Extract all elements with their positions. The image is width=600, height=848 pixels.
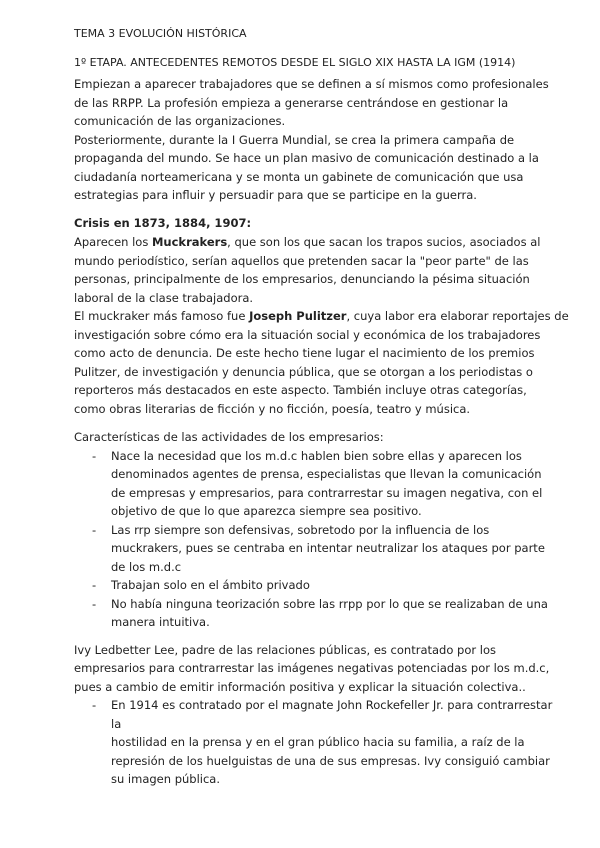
stage-heading: 1º ETAPA. ANTECEDENTES REMOTOS DESDE EL SIGLO XIX HASTA LA IGM (1914) xyxy=(74,56,516,69)
text-fragment: El muckraker más famoso fue xyxy=(74,309,250,323)
bullet-line: la xyxy=(111,717,122,731)
bullet-line: manera intuitiva. xyxy=(111,615,210,629)
pulitzer-line: Pulitzer, de investigación y denuncia pública, que se otorgan a los periodistas o xyxy=(74,365,533,379)
bullet-dash: - xyxy=(92,698,97,712)
intro-line: de las RRPP. La profesión empieza a generarse centrándose en gestionar la xyxy=(74,96,509,110)
bullet-line: No había ninguna teorización sobre las rrpp por lo que se realizaban de una xyxy=(111,597,548,611)
bullet-line: muckrakers, pues se centraba en intentar neutralizar los ataques por parte xyxy=(111,541,545,555)
intro-line: estrategias para influir y persuadir para que se participe en la guerra. xyxy=(74,188,477,202)
bullet-dash: - xyxy=(92,449,97,463)
intro-line: comunicación de las organizaciones. xyxy=(74,114,286,128)
bullet-line: Nace la necesidad que los m.d.c hablen bien sobre ellas y aparecen los xyxy=(111,449,522,463)
pulitzer-line: como obras literarias de ficción y no ficción, poesía, teatro y música. xyxy=(74,402,471,416)
document-title: TEMA 3 EVOLUCIÓN HISTÓRICA xyxy=(74,27,247,40)
ivy-line: empresarios para contrarrestar las imágenes negativas potenciadas por los m.d.c, xyxy=(74,661,550,675)
bullet-line: denominados agentes de prensa, especialistas que llevan la comunicación xyxy=(111,467,542,481)
text-fragment: Aparecen los xyxy=(74,235,152,249)
bullet-line: de los m.d.c xyxy=(111,560,182,574)
pulitzer-name: Joseph Pulitzer xyxy=(249,309,347,323)
text-fragment: , cuya labor era elaborar reportajes de xyxy=(346,309,569,323)
intro-line: ciudadanía norteamericana y se monta un gabinete de comunicación que usa xyxy=(74,170,524,184)
bullet-line: Las rrp siempre son defensivas, sobretodo por la influencia de los xyxy=(111,523,490,537)
crisis-heading: Crisis en 1873, 1884, 1907: xyxy=(74,216,252,230)
muck-line: mundo periodístico, serían aquellos que pretenden sacar la "peor parte" de las xyxy=(74,254,529,268)
bullet-line: represión de los huelguistas de una de sus empresas. Ivy consiguió cambiar xyxy=(111,754,550,768)
bullet-dash: - xyxy=(92,523,97,537)
pulitzer-line: investigación sobre cómo era la situación social y económica de los trabajadores xyxy=(74,328,541,342)
intro-line: propaganda del mundo. Se hace un plan masivo de comunicación destinado a la xyxy=(74,151,539,165)
bullet-line: de empresas y empresarios, para contrarrestar su imagen negativa, con el xyxy=(111,486,543,500)
bullet-line: En 1914 es contratado por el magnate John Rockefeller Jr. para contrarrestar xyxy=(111,698,553,712)
intro-line: Posteriormente, durante la I Guerra Mundial, se crea la primera campaña de xyxy=(74,133,515,147)
text-fragment: , que son los que sacan los trapos sucios, asociados al xyxy=(227,235,541,249)
pulitzer-line: como acto de denuncia. De este hecho tiene lugar el nacimiento de los premios xyxy=(74,346,535,360)
characteristics-heading: Características de las actividades de los empresarios: xyxy=(74,430,384,444)
bullet-line: su imagen pública. xyxy=(111,772,221,786)
bullet-line: objetivo de que lo que aparezca siempre sea positivo. xyxy=(111,504,422,518)
muckrakers-term: Muckrakers xyxy=(151,235,228,249)
bullet-line: hostilidad en la prensa y en el gran público hacia su familia, a raíz de la xyxy=(111,735,525,749)
ivy-line: pues a cambio de emitir información positiva y explicar la situación colectiva.. xyxy=(74,680,526,694)
intro-line: Empiezan a aparecer trabajadores que se definen a sí mismos como profesionales xyxy=(74,77,549,91)
bullet-dash: - xyxy=(92,578,97,592)
pulitzer-line xyxy=(74,307,569,326)
bullet-dash: - xyxy=(92,597,97,611)
bullet-line: Trabajan solo en el ámbito privado xyxy=(111,578,310,592)
pulitzer-line: reporteros más destacados en este aspecto. También incluye otras categorías, xyxy=(74,383,527,397)
ivy-line: Ivy Ledbetter Lee, padre de las relaciones públicas, es contratado por los xyxy=(74,643,496,657)
muck-line: personas, principalmente de los empresarios, denunciando la pésima situación xyxy=(74,272,530,286)
muckrakers-line xyxy=(74,233,540,252)
muck-line: laboral de la clase trabajadora. xyxy=(74,291,254,305)
